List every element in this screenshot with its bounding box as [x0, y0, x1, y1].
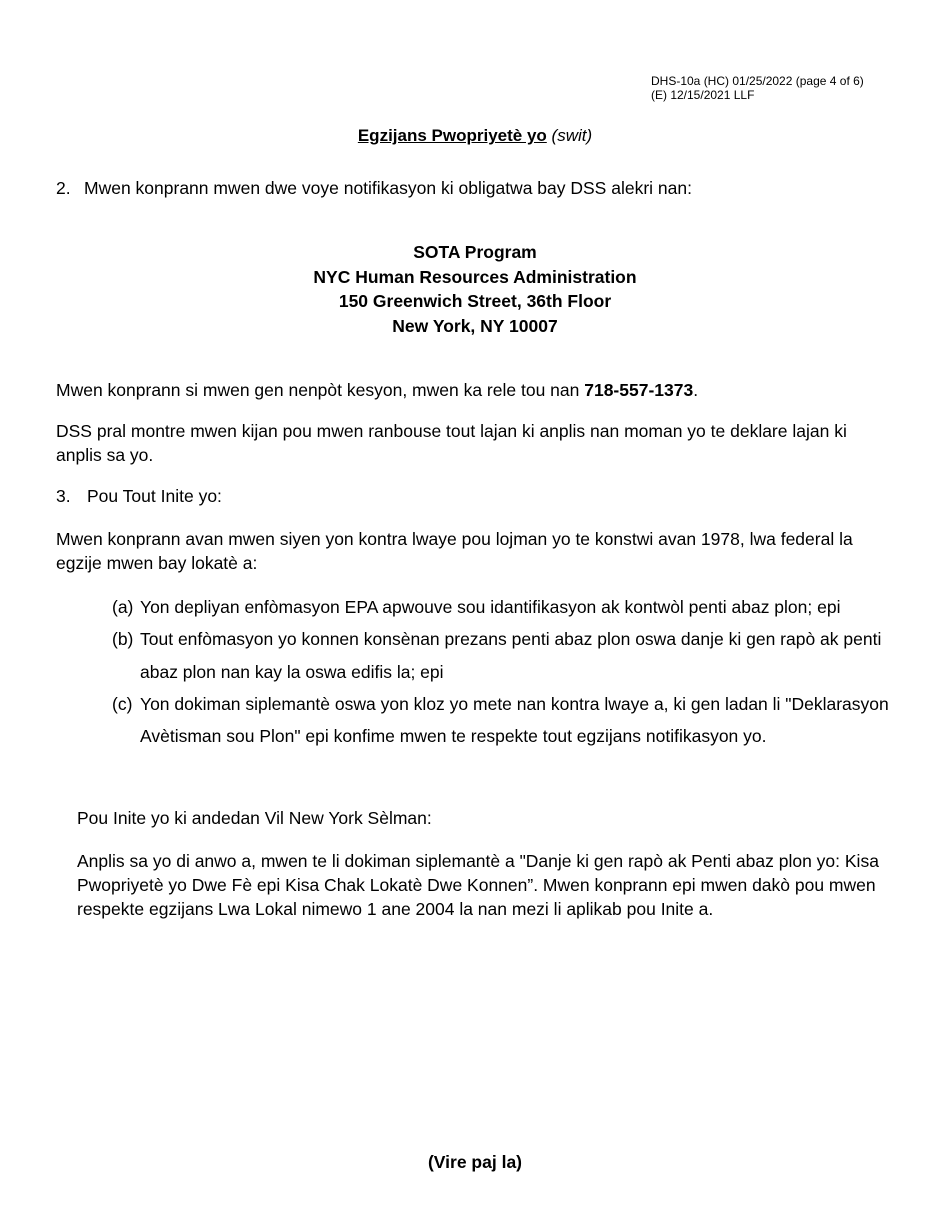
form-id-line-2: (E) 12/15/2021 LLF [651, 88, 755, 102]
form-id-line-1: DHS-10a (HC) 01/25/2022 (page 4 of 6) [651, 74, 864, 88]
list-item-text: Yon dokiman siplemantè oswa yon kloz yo mete nan kontra lwaye a, ki gen ladan li "Deklarasyon Avètisman sou Plon" epi konfime mwen te respekte tout egzijans notifikasyon yo. [140, 693, 889, 747]
mailing-address [0, 240, 950, 338]
nyc-units-heading: Pou Inite yo ki andedan Vil New York Sèlman: [77, 808, 432, 828]
item-2 [56, 176, 896, 200]
questions-end: . [693, 380, 699, 400]
questions-paragraph [56, 378, 896, 402]
item-2-text: Mwen konprann mwen dwe voye notifikasyon ki obligatwa bay DSS alekri nan: [84, 178, 692, 198]
item-3 [56, 484, 896, 508]
form-identifier [651, 74, 864, 102]
nyc-units-paragraph: Anplis sa yo di anwo a, mwen te li dokiman siplemantè a "Danje ki gen rapò ak Penti abaz plon yo: Kisa Pwopriyetè yo Dwe Fè epi Kisa Chak Lokatè Dwe Konnen”. Mwen konprann epi mwen dakò pou mwen respekte egzijans Lwa Lokal nimewo 1 ane 2004 la nan mezi li aplikab pou Inite a. [77, 851, 879, 919]
list-item [112, 623, 902, 688]
list-item-letter: (c) [112, 693, 133, 714]
item-3-number: 3. [56, 486, 71, 506]
list-item-text: Tout enfòmasyon yo konnen konsènan prezans penti abaz plon oswa danje ki gen rapò ak penti abaz plon nan kay la oswa edifis la; epi [140, 629, 882, 682]
phone-number: 718-557-1373 [584, 380, 694, 400]
list-item [112, 591, 902, 623]
page-title-main: Egzijans Pwopriyetè yo [357, 126, 547, 145]
turn-page-note: (Vire paj la) [427, 1152, 523, 1172]
questions-text: Mwen konprann si mwen gen nenpòt kesyon, mwen ka rele tou nan [56, 380, 585, 400]
disclosure-list [112, 591, 902, 752]
address-line-1: SOTA Program [413, 242, 537, 262]
list-item-letter: (b) [112, 629, 134, 650]
address-line-4: New York, NY 10007 [392, 315, 558, 336]
address-line-3: 150 Greenwich Street, 36th Floor [338, 291, 612, 311]
item-3-text: Pou Tout Inite yo: [87, 486, 222, 506]
page-title [0, 126, 950, 146]
lease-paragraph: Mwen konprann avan mwen siyen yon kontra lwaye pou lojman yo te konstwi avan 1978, lwa federal la egzije mwen bay lokatè a: [56, 529, 853, 573]
list-item [112, 688, 902, 753]
list-item-letter: (a) [112, 597, 134, 617]
reimburse-paragraph: DSS pral montre mwen kijan pou mwen ranbouse tout lajan ki anplis nan moman yo te deklare lajan ki anplis sa yo. [56, 421, 847, 465]
page-title-continued: (swit) [551, 126, 593, 145]
address-line-2: NYC Human Resources Administration [313, 266, 637, 287]
list-item-text: Yon depliyan enfòmasyon EPA apwouve sou idantifikasyon ak kontwòl penti abaz plon; epi [140, 597, 841, 617]
item-2-number: 2. [56, 178, 71, 198]
